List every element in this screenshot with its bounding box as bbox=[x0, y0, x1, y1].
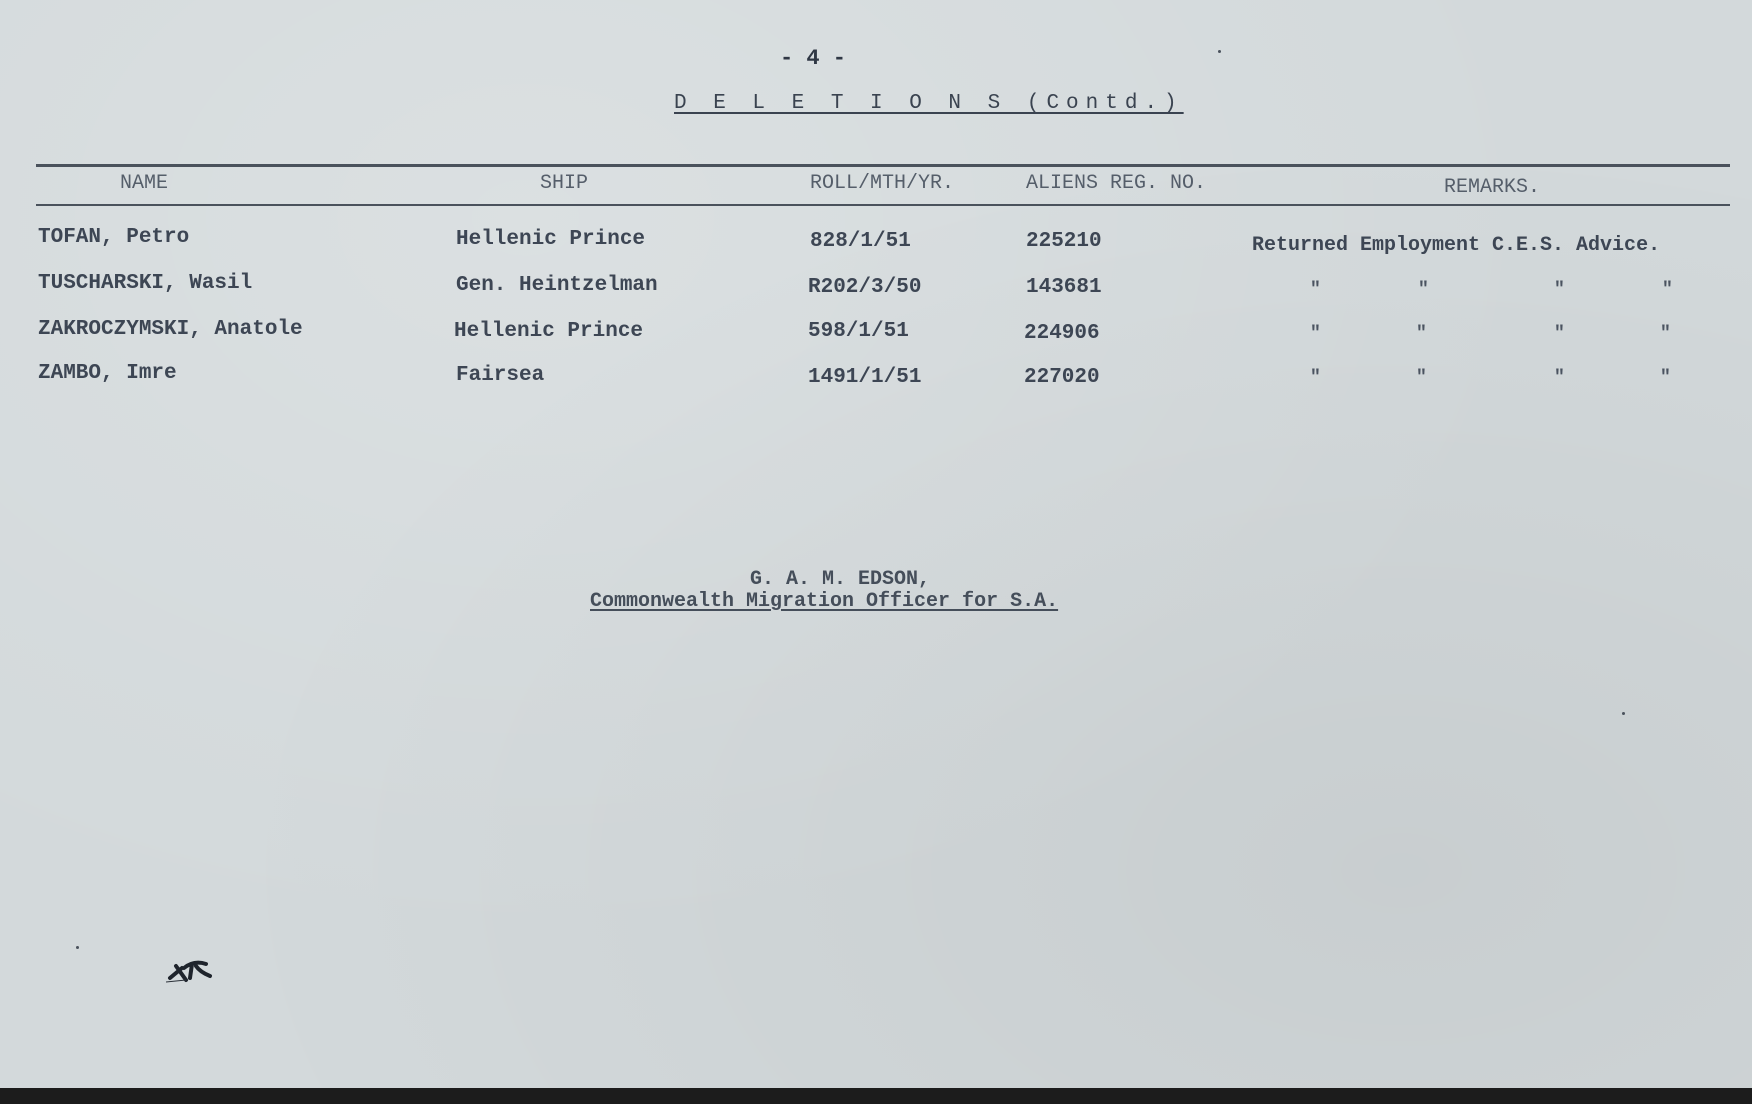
cell-roll: R202/3/50 bbox=[808, 276, 922, 299]
ditto-mark: " bbox=[1416, 368, 1427, 388]
ink-speck bbox=[1622, 712, 1625, 715]
cell-name: ZAMBO, Imre bbox=[38, 362, 177, 385]
ditto-mark: " bbox=[1418, 280, 1429, 300]
ditto-mark: " bbox=[1310, 324, 1321, 344]
cell-reg-no: 224906 bbox=[1024, 322, 1100, 345]
cell-roll: 1491/1/51 bbox=[808, 366, 922, 389]
ditto-mark: " bbox=[1554, 280, 1565, 300]
ink-speck bbox=[1218, 50, 1221, 53]
cell-reg-no: 225210 bbox=[1026, 230, 1102, 253]
cell-name: TOFAN, Petro bbox=[38, 226, 190, 249]
cell-roll: 828/1/51 bbox=[810, 230, 911, 253]
ditto-mark: " bbox=[1310, 280, 1321, 300]
cell-name: TUSCHARSKI, Wasil bbox=[38, 272, 253, 295]
cell-ship: Hellenic Prince bbox=[456, 228, 646, 251]
cell-reg-no: 143681 bbox=[1026, 276, 1102, 299]
cell-roll: 598/1/51 bbox=[808, 320, 909, 343]
table-header-rule bbox=[36, 204, 1730, 206]
ditto-mark: " bbox=[1662, 280, 1673, 300]
column-header-remarks: REMARKS. bbox=[1444, 176, 1541, 199]
column-header-name: NAME bbox=[120, 172, 169, 195]
page-number: - 4 - bbox=[780, 46, 847, 71]
signatory-name: G. A. M. EDSON, bbox=[750, 568, 931, 591]
ditto-mark: " bbox=[1660, 368, 1671, 388]
ink-speck bbox=[76, 946, 79, 949]
table-top-rule bbox=[36, 164, 1730, 167]
cell-ship: Gen. Heintzelman bbox=[456, 274, 658, 297]
cell-ship: Fairsea bbox=[456, 364, 545, 387]
ditto-mark: " bbox=[1310, 368, 1321, 388]
column-header-roll: ROLL/MTH/YR. bbox=[810, 172, 955, 195]
ditto-mark: " bbox=[1554, 368, 1565, 388]
signatory-title: Commonwealth Migration Officer for S.A. bbox=[590, 590, 1059, 613]
cell-ship: Hellenic Prince bbox=[454, 320, 644, 343]
ditto-mark: " bbox=[1660, 324, 1671, 344]
column-header-ship: SHIP bbox=[540, 172, 589, 195]
handwritten-mark-icon bbox=[128, 936, 222, 1011]
column-header-reg-no: ALIENS REG. NO. bbox=[1026, 172, 1207, 195]
ditto-mark: " bbox=[1554, 324, 1565, 344]
cell-reg-no: 227020 bbox=[1024, 366, 1100, 389]
cell-remarks: Returned Employment C.E.S. Advice. bbox=[1252, 234, 1661, 257]
cell-name: ZAKROCZYMSKI, Anatole bbox=[38, 318, 303, 341]
document-heading: D E L E T I O N S (Contd.) bbox=[674, 92, 1184, 115]
ditto-mark: " bbox=[1416, 324, 1427, 344]
